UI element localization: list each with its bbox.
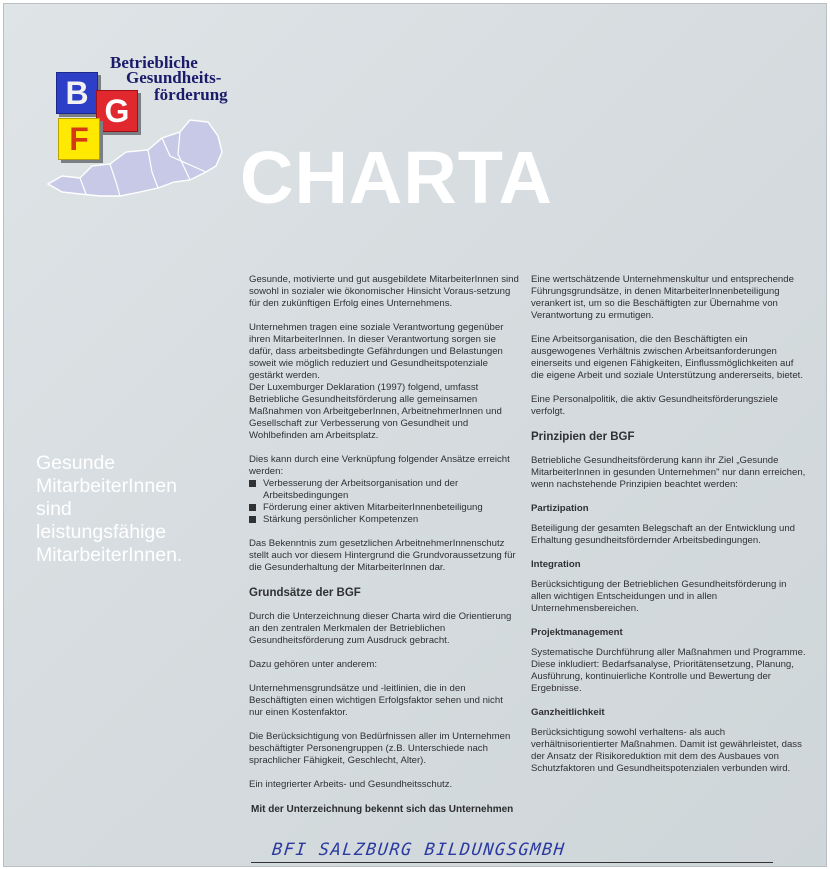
closing-statement: Mit der Unterzeichnung bekennt sich das Unternehmen <box>251 804 514 815</box>
slogan-line: Gesunde <box>36 452 116 474</box>
logo-letter-f: F <box>58 118 100 160</box>
grundsaetze-intro: Durch die Unterzeichnung dieser Charta wird die Orientierung an den zentralen Merkmalen der Betrieblichen Gesundheitsförderung zum Ausdruck gebracht. <box>249 611 512 646</box>
logo-letter-g: G <box>96 90 138 132</box>
charter-sheet <box>3 3 827 867</box>
heading-prinzipien: Prinzipien der BGF <box>531 431 635 443</box>
dazu-paragraph: Dazu gehören unter anderem: <box>249 659 377 670</box>
law-paragraph: Das Bekenntnis zum gesetzlichen ArbeitnehmerInnenschutz stellt auch vor diesem Hintergrund die Grundvoraussetzung für die Gesunderhaltung der MitarbeiterInnen dar. <box>249 538 516 573</box>
principle-text: Beteiligung der gesamten Belegschaft an der Entwicklung und Erhaltung gesundheitsfördernder Arbeitsbedingungen. <box>531 523 795 546</box>
principle-title: Integration <box>531 559 581 570</box>
principle-title: Projektmanagement <box>531 627 623 638</box>
principle-title: Ganzheitlichkeit <box>531 707 605 718</box>
square-bullet-icon <box>249 504 256 511</box>
heading-grundsaetze: Grundsätze der BGF <box>249 587 361 599</box>
page-title: CHARTA <box>240 136 553 219</box>
company-signature: BFI SALZBURG BILDUNGSGMBH <box>270 840 567 860</box>
principle-text: Systematische Durchführung aller Maßnahmen und Programme. Diese inkludiert: Bedarfsanalyse, Prioritätensetzung, Planung, Ausführung, kontinuierliche Kontrolle und Bewertung der Ergebnisse. <box>531 647 806 694</box>
list-item-text: Förderung einer aktiven MitarbeiterInnenbeteiligung <box>263 502 483 513</box>
prinzipien-intro: Betriebliche Gesundheitsförderung kann ihr Ziel „Gesunde MitarbeiterInnen in gesunden Unternehmen" nur dann erreichen, wenn nachstehende Prinzipien beachtet werden: <box>531 455 806 490</box>
grundsatz-item-3: Ein integrierter Arbeits- und Gesundheitsschutz. <box>249 779 453 790</box>
slogan-line: sind <box>36 498 72 520</box>
slogan-line: leistungsfähige <box>36 521 167 543</box>
square-bullet-icon <box>249 480 256 487</box>
slogan <box>36 452 226 567</box>
grundsatz-item-2: Die Berücksichtigung von Bedürfnissen aller im Unternehmen beschäftigter Personengruppen (z.B. Unterschiede nach sprachlicher Fähigkeit, Geschlecht, Alter). <box>249 731 511 766</box>
signature-line <box>251 862 773 863</box>
responsibility-paragraph: Unternehmen tragen eine soziale Verantwortung gegenüber ihren MitarbeiterInnen. In dieser Verantwortung sorgen sie dafür, dass arbeitsbedingte Gefährdungen und Belastungen soweit wie möglich reduziert und Gesundheitspotenziale gestärkt werden. <box>249 322 504 381</box>
organisation-paragraph: Eine Arbeitsorganisation, die den Beschäftigten ein ausgewogenes Verhältnis zwischen Arbeitsanforderungen einerseits und eigenen Fähigkeiten, Einflussmöglichkeiten auf die eigene Arbeit und soziale Unterstützung andererseits, bietet. <box>531 334 803 381</box>
list-item <box>249 502 519 514</box>
left-column <box>249 274 519 803</box>
slogan-line: MitarbeiterInnen <box>36 475 177 497</box>
logo-line-3: förderung <box>154 85 228 104</box>
logo-line-2: Gesundheits- <box>126 68 222 87</box>
right-column <box>531 274 806 787</box>
slogan-line: MitarbeiterInnen. <box>36 544 183 566</box>
logo-letter-b: B <box>56 72 98 114</box>
luxembourg-paragraph: Der Luxemburger Deklaration (1997) folgend, umfasst Betriebliche Gesundheitsförderung alle gemeinsamen Maßnahmen von ArbeitgeberInnen, ArbeitnehmerInnen und Gesellschaft zur Verbesserung von Gesundheit und Wohlbefinden am Arbeitsplatz. <box>249 382 502 441</box>
culture-paragraph: Eine wertschätzende Unternehmenskultur und entsprechende Führungsgrundsätze, in denen MitarbeiterInnenbeteiligung verankert ist, um so die Beschäftigten zur Übernahme von Verantwortung zu ermutigen. <box>531 274 794 321</box>
principle-title: Partizipation <box>531 503 589 514</box>
personnel-paragraph: Eine Personalpolitik, die aktiv Gesundheitsförderungsziele verfolgt. <box>531 394 778 417</box>
approaches-intro: Dies kann durch eine Verknüpfung folgender Ansätze erreicht werden: <box>249 454 510 477</box>
list-item-text: Verbesserung der Arbeitsorganisation und der Arbeitsbedingungen <box>263 478 459 501</box>
grundsatz-item-1: Unternehmensgrundsätze und -leitlinien, die in den Beschäftigten einen wichtigen Erfolgsfaktor sehen und nicht nur einen Kostenfaktor. <box>249 683 503 718</box>
list-item-text: Stärkung persönlicher Kompetenzen <box>263 514 419 525</box>
approaches-list <box>249 478 519 526</box>
list-item <box>249 514 519 526</box>
principle-text: Berücksichtigung sowohl verhaltens- als auch verhältnisorientierter Maßnahmen. Damit ist gewährleistet, dass der Ansatz der Risikoreduktion mit dem des Ausbaues von Schutzfaktoren und Gesundheitspotenzialen verbunden wird. <box>531 727 802 774</box>
principle-text: Berücksichtigung der Betrieblichen Gesundheitsförderung in allen wichtigen Entscheidungen und in allen Unternehmensbereichen. <box>531 579 787 614</box>
intro-paragraph: Gesunde, motivierte und gut ausgebildete MitarbeiterInnen sind sowohl in sozialer wie ökonomischer Hinsicht Voraus-setzung für den zukünftigen Erfolg eines Unternehmens. <box>249 274 519 309</box>
logo-line-1: Betriebliche <box>110 53 198 72</box>
square-bullet-icon <box>249 516 256 523</box>
list-item <box>249 478 519 502</box>
